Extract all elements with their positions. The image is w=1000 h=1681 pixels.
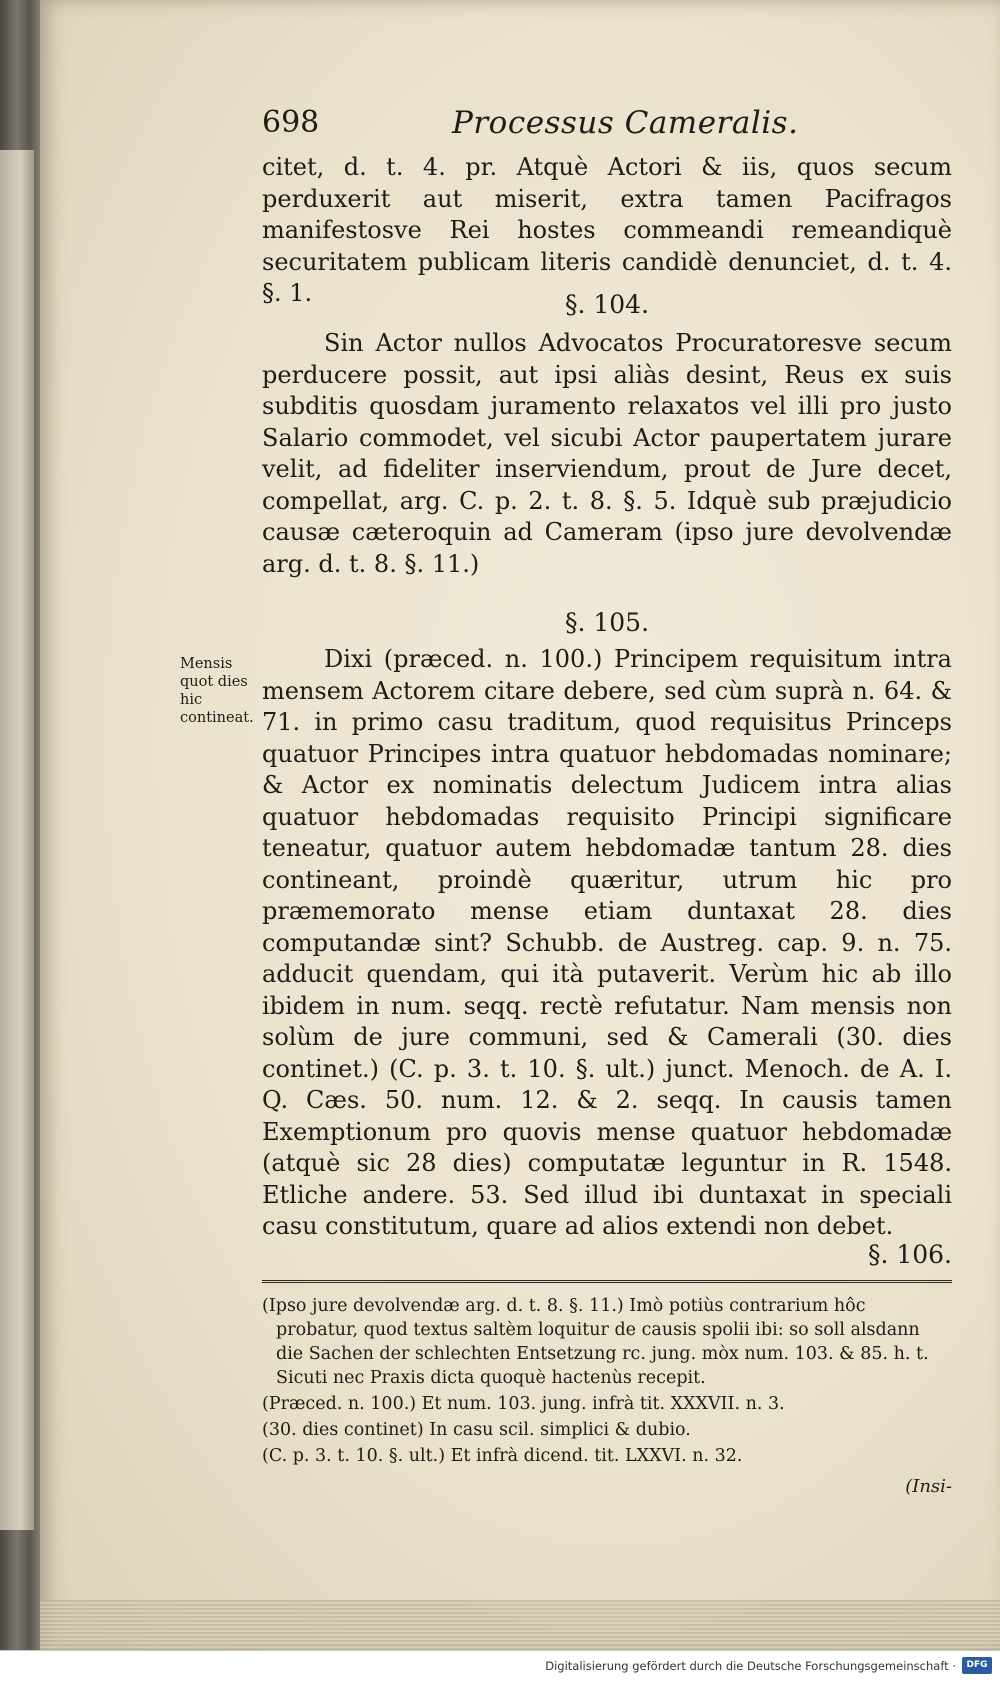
section-104-text: Sin Actor nullos Advocatos Procuratoresve secum perducere possit, aut ipsi aliàs desint, Reus ex suis subditis quosdam juramento relaxatos vel illi pro justo Salario commodet, vel sicubi Actor paupertatem jurare velit, ad fideliter inserviendum, prout de Jure decet, compellat, arg. C. p. 2. t. 8. §. 5. Idquè sub præjudicio causæ cæteroquin ad Cameram (ipso jure devolvendæ arg. d. t. 8. §. 11.) [262, 329, 952, 578]
footnote-catchword: (Insi- [905, 1476, 952, 1497]
previous-page-edge [0, 150, 34, 1530]
footnote: (Præced. n. 100.) Et num. 103. jung. infrà tit. XXXVII. n. 3. [262, 1394, 785, 1414]
section-105-paragraph [262, 644, 952, 1243]
dfg-logo-icon: DFG [962, 1657, 992, 1674]
page-number: 698 [262, 105, 320, 140]
page-stack-edge [40, 1600, 1000, 1650]
footnote: (Ipso jure devolvendæ arg. d. t. 8. §. 11.) Imò potiùs contrarium hôc probatur, quod textus saltèm loquitur de causis spolii ibi: so soll alsdann die Sachen der schlechten Entsetzung rc. jung. mòx num. 103. & 85. h. t. Sicuti nec Praxis dicta quoquè hactenùs recepit. [262, 1296, 929, 1388]
section-105-text: Dixi (præced. n. 100.) Principem requisitum intra mensem Actorem citare debere, sed cùm suprà n. 64. & 71. in primo casu traditum, quod requisitus Princeps quatuor Principes intra quatuor hebdomadas nominare; & Actor ex nominatis delectum Judicem intra alias quatuor hebdomadas requisito Principi significare teneatur, quatuor autem hebdomadæ tantum 28. dies contineant, proindè quæritur, utrum hic pro præmemorato mense etiam duntaxat 28. dies computandæ sint? Schubb. de Austreg. cap. 9. n. 75. adducit quendam, qui ità putaverit. Verùm hic ab illo ibidem in num. seqq. rectè refutatur. Nam mensis non solùm de jure communi, sed & Camerali (30. dies continet.) (C. p. 3. t. 10. §. ult.) junct. Menoch. de A. I. Q. Cæs. 50. num. 12. & 2. seqq. In causis tamen Exemptionum pro quovis mense quatuor hebdomadæ (atquè sic 28 dies) computatæ leguntur in R. 1548. Etliche andere. 53. Sed illud ibi duntaxat in speciali casu constitutum, quare ad alios extendi non debet. [262, 645, 952, 1240]
margin-note: Mensis quot dies hic contineat. [180, 656, 254, 726]
page-header [262, 105, 952, 147]
footnote-rule [262, 1280, 952, 1283]
section-104-heading: §. 104. [564, 290, 650, 319]
footnotes [262, 1294, 952, 1470]
footnote: (C. p. 3. t. 10. §. ult.) Et infrà dicend. tit. LXXVI. n. 32. [262, 1446, 743, 1466]
catchword: §. 106. [867, 1240, 952, 1269]
intro-text: citet, d. t. 4. pr. Atquè Actori & iis, quos secum perduxerit aut miserit, extra tamen Pacifragos manifestosve Rei hostes commeandi remeandiquè securitatem publicam literis candidè denunciet, d. t. 4. §. 1. [262, 153, 952, 307]
section-104-paragraph [262, 328, 952, 580]
running-title: Processus Cameralis. [452, 105, 799, 141]
footnote: (30. dies continet) In casu scil. simplici & dubio. [262, 1420, 691, 1440]
section-105-heading: §. 105. [564, 608, 650, 637]
digitization-credit: Digitalisierung gefördert durch die Deutsche Forschungsgemeinschaft · [545, 1659, 956, 1673]
intro-paragraph [262, 152, 952, 310]
footer-bar [0, 1650, 1000, 1681]
